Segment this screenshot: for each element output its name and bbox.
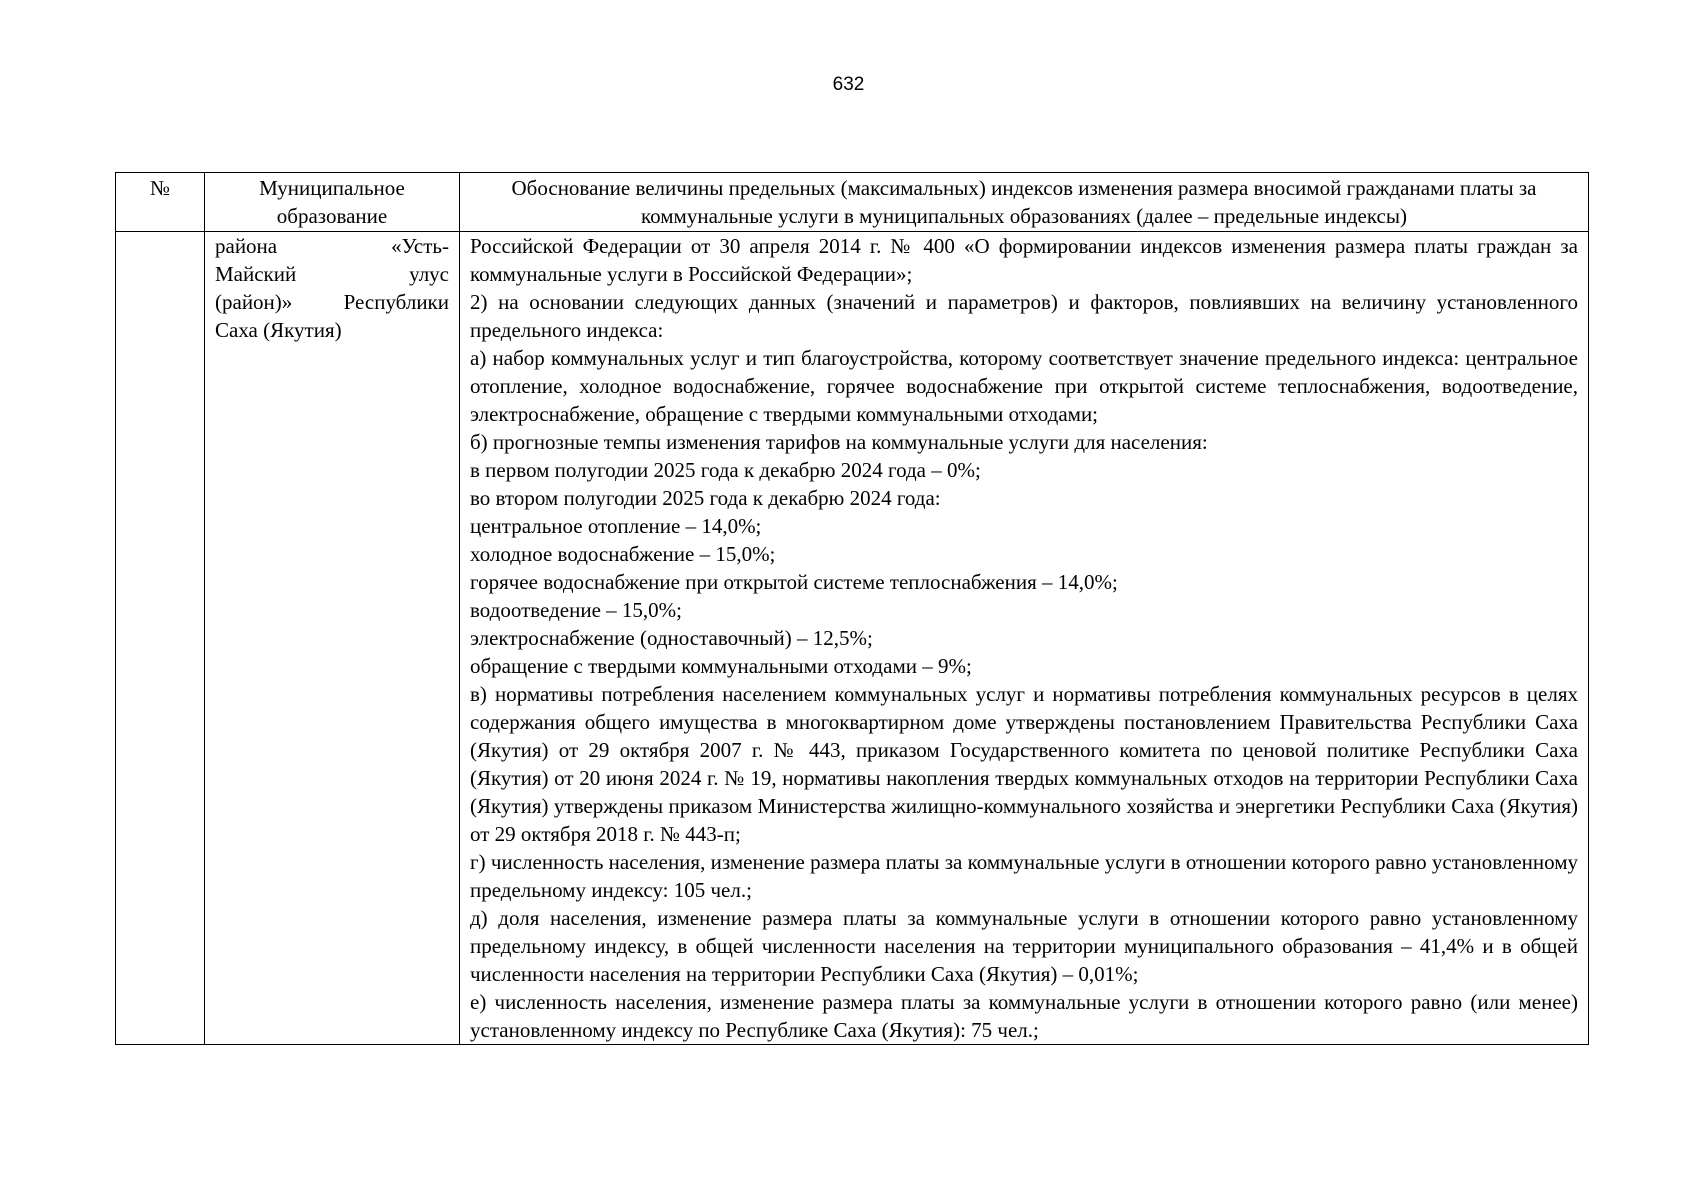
paragraph-second-half: во втором полугодии 2025 года к декабрю 2024 года: [470,486,941,510]
page-number: 632 [832,74,865,95]
paragraph-item-b: б) прогнозные темпы изменения тарифов на коммунальные услуги для населения: [470,430,1208,454]
paragraph-item-v: в) нормативы потребления населением коммунальных услуг и нормативы потребления коммунальных ресурсов в целях содержания общего имущества в многоквартирном доме утверждены постановлением Правительства Республики Саха (Якутия) от 29 октября 2007 г. № 443, приказом Государственного комитета по ценовой политике Республики Саха (Якутия) от 20 июня 2024 г. № 19, нормативы накопления твердых коммунальных отходов на территории Республики Саха (Якутия) утверждены приказом Министерства жилищно-коммунального хозяйства и энергетики Республики Саха (Якутия) от 29 октября 2018 г. № 443-п; [470,682,1578,846]
paragraph-electricity-rate: электроснабжение (одноставочный) – 12,5%; [470,626,873,650]
municipality-line: (район)» Республики [215,290,449,314]
paragraph-item-e: е) численность населения, изменение размера платы за коммунальные услуги в отношении которого равно (или менее) установленному индексу по Республике Саха (Якутия): 75 чел.; [470,990,1578,1042]
header-number: № [116,173,205,232]
paragraph-item-2: 2) на основании следующих данных (значений и параметров) и факторов, повлиявших на величину установленного предельного индекса: [470,290,1578,342]
paragraph-heating-rate: центральное отопление – 14,0%; [470,514,762,538]
paragraph-first-half: в первом полугодии 2025 года к декабрю 2024 года – 0%; [470,458,981,482]
justification-table [115,172,1589,1045]
paragraph-waste-rate: обращение с твердыми коммунальными отходами – 9%; [470,654,972,678]
table-row [116,232,1589,1045]
cell-municipality [205,232,460,1045]
paragraph-item-d: д) доля населения, изменение размера платы за коммунальные услуги в отношении которого равно установленному предельному индексу, в общей численности населения на территории муниципального образования – 41,4% и в общей численности населения на территории Республики Саха (Якутия) – 0,01%; [470,906,1578,986]
municipality-line: Саха (Якутия) [215,318,342,342]
cell-justification [460,232,1589,1045]
paragraph-law-reference: Российской Федерации от 30 апреля 2014 г. № 400 «О формировании индексов изменения размера платы граждан за коммунальные услуги в Российской Федерации»; [470,234,1578,286]
header-municipality: Муниципальное образование [205,173,460,232]
paragraph-hot-water-rate: горячее водоснабжение при открытой системе теплоснабжения – 14,0%; [470,570,1118,594]
paragraph-item-a: а) набор коммунальных услуг и тип благоустройства, которому соответствует значение предельного индекса: центральное отопление, холодное водоснабжение, горячее водоснабжение при открытой системе теплоснабжения, водоотведение, электроснабжение, обращение с твердыми коммунальными отходами; [470,346,1578,426]
paragraph-sewage-rate: водоотведение – 15,0%; [470,598,682,622]
header-justification: Обоснование величины предельных (максимальных) индексов изменения размера вносимой гражданами платы за коммунальные услуги в муниципальных образованиях (далее – предельные индексы) [460,173,1589,232]
municipality-line: района «Усть- [215,234,449,258]
paragraph-item-g: г) численность населения, изменение размера платы за коммунальные услуги в отношении которого равно установленному предельному индексу: 105 чел.; [470,850,1578,902]
municipality-line: Майский улус [215,262,449,286]
paragraph-cold-water-rate: холодное водоснабжение – 15,0%; [470,542,776,566]
table-header-row [116,173,1589,232]
cell-number [116,232,205,1045]
